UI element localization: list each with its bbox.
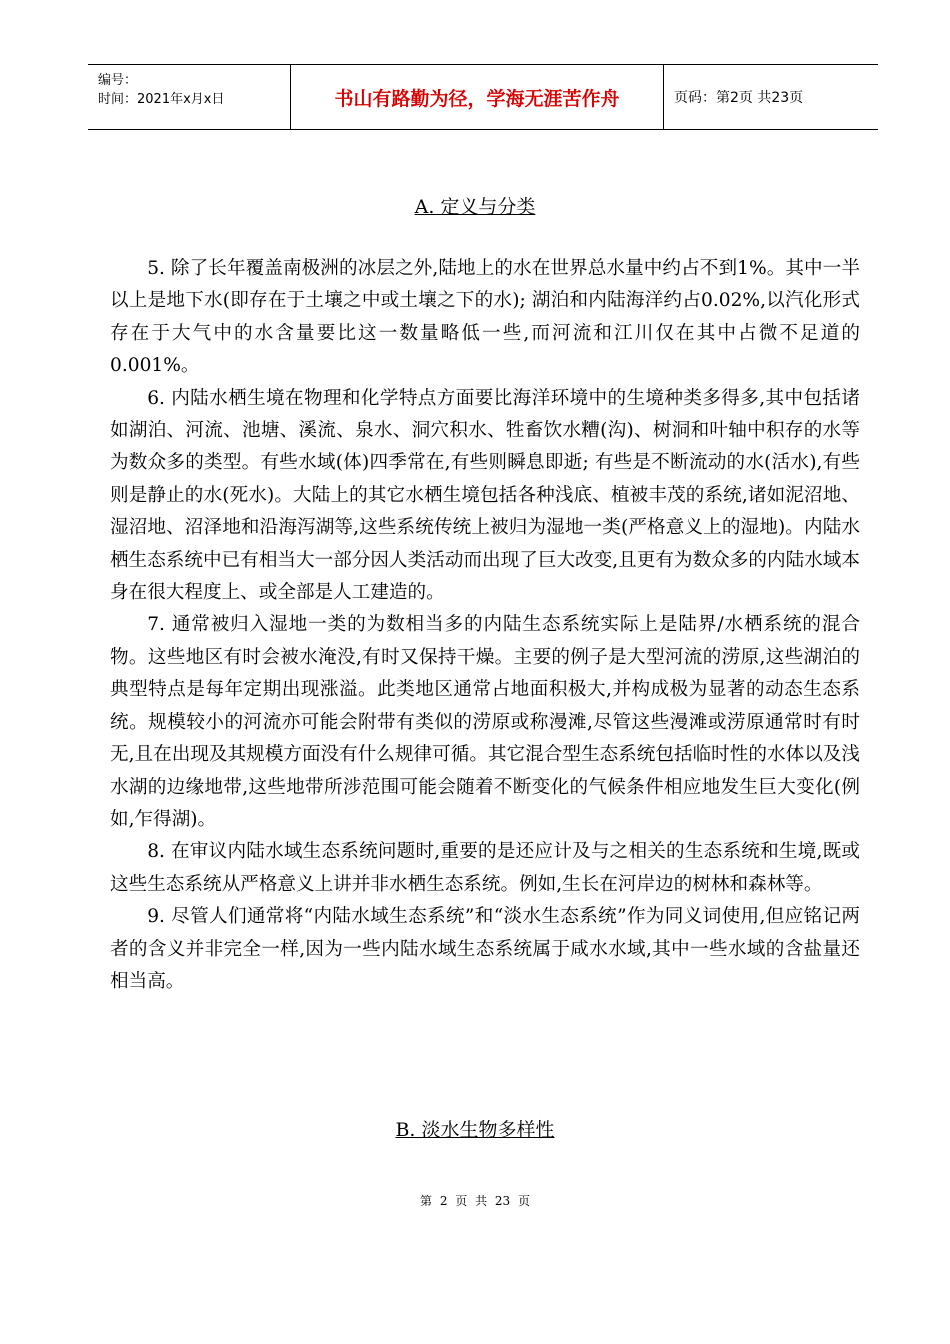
paragraph-5: 5. 除了长年覆盖南极洲的冰层之外,陆地上的水在世界总水量中约占不到1%。其中一半以上是地下水(即存在于土壤之中或土壤之下的水); 湖泊和内陆海洋约占0.02%,以汽化形式存在于大气中的水含量要比这一数量略低一些,而河流和江川仅在其中占微不足道的0.001%。: [110, 258, 860, 377]
document-time: 时间：2021年x月x日: [98, 92, 225, 107]
section-title-b: [0, 1115, 950, 1142]
page-footer: 第 2 页 共 23 页: [420, 1194, 530, 1208]
document-number: 编号：: [98, 73, 138, 88]
paragraph-6: 6. 内陆水栖生境在物理和化学特点方面要比海洋环境中的生境种类多得多,其中包括诸如湖泊、河流、池塘、溪流、泉水、洞穴积水、牲畜饮水糟(沟)、树洞和叶轴中积存的水等为数众多的类型。有些水域(体)四季常在,有些则瞬息即逝; 有些是不断流动的水(活水),有些则是静止的水(死水)。大陆上的其它水栖生境包括各种浅底、植被丰茂的系统,诸如泥沼地、湿沼地、沼泽地和沿海泻湖等,这些系统传统上被归为湿地一类(严格意义上的湿地)。内陆水栖生态系统中已有相当大一部分因人类活动而出现了巨大改变,且更有为数众多的内陆水域本身在很大程度上、或全部是人工建造的。: [110, 387, 860, 604]
paragraph-8: 8. 在审议内陆水域生态系统问题时,重要的是还应计及与之相关的生态系统和生境,既或这些生态系统从严格意义上讲并非水栖生态系统。例如,生长在河岸边的树林和森林等。: [110, 841, 860, 895]
page-header: [88, 64, 878, 130]
section-title-a: [0, 192, 950, 219]
section-title-b-text: B. 淡水生物多样性: [395, 1119, 555, 1141]
header-page-number: 页码：第2页 共23页: [674, 90, 804, 106]
section-title-a-text: A. 定义与分类: [414, 196, 536, 218]
paragraph-7: 7. 通常被归入湿地一类的为数相当多的内陆生态系统实际上是陆界/水栖系统的混合物。这些地区有时会被水淹没,有时又保持干燥。主要的例子是大型河流的涝原,这些湖泊的典型特点是每年定期出现涨溢。此类地区通常占地面积极大,并构成极为显著的动态生态系统。规模较小的河流亦可能会附带有类似的涝原或称漫滩,尽管这些漫滩或涝原通常时有时无,且在出现及其规模方面没有什么规律可循。其它混合型生态系统包括临时性的水体以及浅水湖的边缘地带,这些地带所涉范围可能会随着不断变化的气候条件相应地发生巨大变化(例如,乍得湖)。: [110, 614, 860, 830]
document-body: [110, 253, 860, 998]
paragraph-9: 9. 尽管人们通常将“内陆水域生态系统”和“淡水生态系统”作为同义词使用,但应铭记两者的含义并非完全一样,因为一些内陆水域生态系统属于咸水水域,其中一些水域的含盐量还相当高。: [110, 906, 860, 992]
header-motto: 书山有路勤为径，学海无涯苦作舟: [291, 65, 664, 129]
header-meta: [88, 65, 291, 129]
